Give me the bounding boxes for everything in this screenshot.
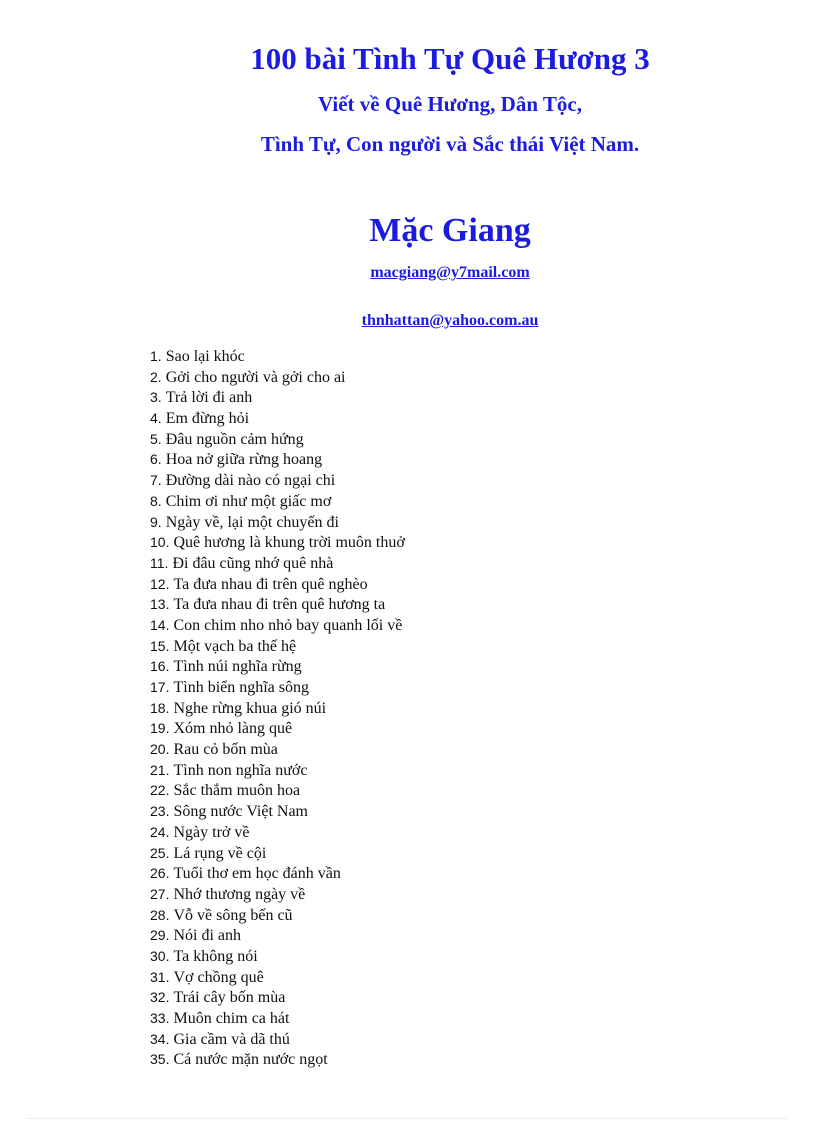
- toc-item-title: Ta đưa nhau đi trên quê hương ta: [173, 596, 386, 614]
- toc-item-title: Đâu nguồn cảm hứng: [165, 430, 304, 448]
- toc-item: [150, 491, 405, 512]
- toc-item-number: 29.: [150, 927, 170, 944]
- toc-item: [150, 387, 405, 408]
- toc-item: [150, 946, 405, 967]
- toc-item-number: 22.: [150, 782, 170, 799]
- table-of-contents: [150, 346, 405, 1070]
- toc-item-title: Quê hương là khung trời muôn thuở: [173, 534, 405, 552]
- toc-item: [150, 780, 405, 801]
- toc-item-number: 12.: [150, 575, 170, 592]
- toc-item-title: Trái cây bốn mùa: [173, 989, 286, 1007]
- toc-item-number: 8.: [150, 492, 162, 509]
- toc-item-title: Sao lại khóc: [165, 348, 245, 365]
- toc-item-number: 16.: [150, 658, 170, 675]
- toc-item-number: 32.: [150, 989, 170, 1006]
- toc-item-title: Trả lời đi anh: [165, 389, 253, 407]
- toc-item: [150, 1029, 405, 1050]
- toc-item-title: Sông nước Việt Nam: [173, 803, 308, 821]
- toc-item-number: 35.: [150, 1051, 170, 1068]
- toc-item: [150, 594, 405, 615]
- toc-item-title: Tình biển nghĩa sông: [173, 679, 310, 696]
- toc-item: [150, 1049, 405, 1070]
- toc-item: [150, 822, 405, 843]
- toc-item: [150, 925, 405, 946]
- toc-item-number: 7.: [150, 472, 162, 489]
- toc-item-number: 34.: [150, 1030, 170, 1047]
- toc-item-number: 28.: [150, 906, 170, 923]
- toc-item-title: Ngày trở về: [173, 823, 250, 841]
- toc-item-number: 3.: [150, 389, 162, 406]
- toc-item-title: Một vạch ba thế hệ: [173, 637, 297, 655]
- toc-item: [150, 636, 405, 657]
- toc-item-number: 10.: [150, 534, 170, 551]
- toc-item: [150, 739, 405, 760]
- toc-item: [150, 408, 405, 429]
- toc-item-title: Tình non nghĩa nước: [173, 761, 308, 779]
- toc-item-title: Ngày về, lại một chuyến đi: [165, 513, 339, 531]
- toc-item-title: Tình núi nghĩa rừng: [173, 658, 302, 676]
- toc-item-number: 20.: [150, 741, 170, 758]
- toc-item-title: Sắc thắm muôn hoa: [173, 782, 301, 800]
- toc-item-number: 1.: [150, 348, 162, 364]
- toc-item-title: Rau cỏ bốn mùa: [173, 741, 278, 759]
- toc-item-title: Cá nước mặn nước ngọt: [173, 1051, 328, 1069]
- document-subtitle-line2: Tình Tự, Con người và Sắc thái Việt Nam.: [260, 132, 640, 156]
- toc-item-title: Vỗ về sông bến cũ: [173, 906, 293, 924]
- toc-item-title: Ta đưa nhau đi trên quê nghèo: [173, 575, 368, 593]
- toc-item: [150, 429, 405, 450]
- toc-item-number: 18.: [150, 699, 170, 716]
- toc-item: [150, 884, 405, 905]
- toc-item-number: 23.: [150, 803, 170, 820]
- toc-item: [150, 532, 405, 553]
- author-name: Mặc Giang: [369, 212, 531, 249]
- toc-item: [150, 967, 405, 988]
- page-bottom-divider: [28, 1118, 788, 1119]
- toc-item-number: 6.: [150, 451, 162, 468]
- toc-item: [150, 449, 405, 470]
- toc-item-number: 15.: [150, 637, 170, 654]
- toc-item: [150, 698, 405, 719]
- toc-item-number: 19.: [150, 720, 170, 737]
- toc-item: [150, 346, 405, 367]
- toc-item-number: 27.: [150, 885, 170, 902]
- toc-item: [150, 615, 405, 636]
- toc-item-number: 31.: [150, 968, 170, 985]
- toc-item-title: Tuổi thơ em học đánh vần: [173, 865, 341, 883]
- toc-item: [150, 553, 405, 574]
- toc-item: [150, 677, 405, 698]
- author-email-2-container: [140, 311, 760, 331]
- toc-item-number: 17.: [150, 679, 170, 695]
- toc-item-number: 2.: [150, 368, 162, 385]
- toc-item: [150, 656, 405, 677]
- toc-item-number: 9.: [150, 513, 162, 530]
- toc-item: [150, 843, 405, 864]
- toc-item: [150, 760, 405, 781]
- toc-item-title: Đường dài nào có ngại chi: [165, 472, 336, 490]
- toc-item: [150, 367, 405, 388]
- toc-item-title: Nói đi anh: [173, 927, 242, 945]
- toc-item: [150, 718, 405, 739]
- toc-item: [150, 987, 405, 1008]
- document-subtitle-line1: Viết về Quê Hương, Dân Tộc,: [318, 92, 582, 116]
- toc-item-title: Muôn chim ca hát: [173, 1010, 290, 1027]
- toc-item-number: 24.: [150, 823, 170, 840]
- toc-item: [150, 512, 405, 533]
- toc-item: [150, 905, 405, 926]
- author-email-1-container: [140, 263, 760, 283]
- toc-item-number: 21.: [150, 761, 170, 778]
- toc-item-title: Xóm nhỏ làng quê: [173, 720, 293, 738]
- author-email-2-link[interactable]: thnhattan@yahoo.com.au: [361, 312, 539, 329]
- toc-item-title: Chim ơi như một giấc mơ: [165, 492, 332, 510]
- toc-item-number: 11.: [150, 554, 169, 571]
- toc-item-number: 5.: [150, 430, 162, 447]
- document-title: 100 bài Tình Tự Quê Hương 3: [250, 41, 650, 76]
- toc-item-title: Gia cầm và dã thú: [173, 1030, 290, 1048]
- toc-item-number: 4.: [150, 410, 162, 427]
- toc-item-title: Gởi cho người và gởi cho ai: [165, 368, 346, 386]
- toc-item-title: Con chim nho nhỏ bay quanh lối về: [173, 616, 403, 634]
- toc-item-title: Hoa nở giữa rừng hoang: [165, 451, 323, 469]
- toc-item-title: Đi đâu cũng nhớ quê nhà: [172, 554, 334, 572]
- toc-item-title: Nhớ thương ngày về: [173, 885, 306, 903]
- toc-item-number: 33.: [150, 1010, 170, 1026]
- toc-item-title: Vợ chồng quê: [173, 968, 264, 986]
- toc-item: [150, 1008, 405, 1029]
- toc-item: [150, 863, 405, 884]
- toc-item-number: 14.: [150, 616, 170, 633]
- toc-item-title: Nghe rừng khua gió núi: [173, 699, 327, 717]
- toc-item-title: Lá rụng về cội: [173, 844, 267, 862]
- toc-item-number: 30.: [150, 947, 170, 964]
- toc-item-number: 13.: [150, 596, 170, 613]
- toc-item: [150, 574, 405, 595]
- toc-item-title: Ta không nói: [173, 947, 258, 965]
- toc-item: [150, 801, 405, 822]
- toc-item: [150, 470, 405, 491]
- toc-item-title: Em đừng hỏi: [165, 410, 250, 428]
- toc-item-number: 26.: [150, 865, 170, 882]
- author-email-1-link[interactable]: macgiang@y7mail.com: [370, 264, 530, 281]
- toc-item-number: 25.: [150, 844, 170, 861]
